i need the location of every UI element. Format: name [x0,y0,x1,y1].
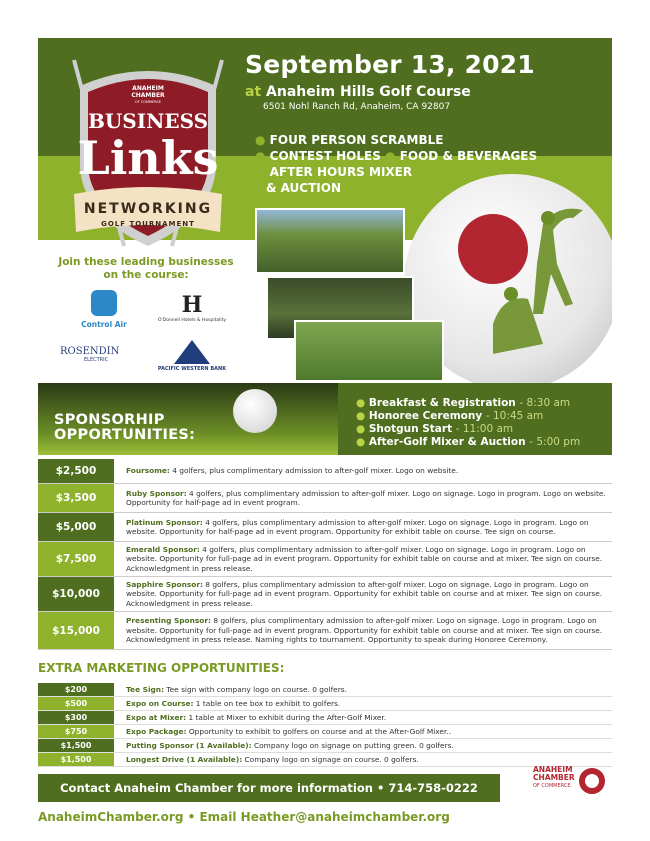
svg-text:Links: Links [77,131,219,185]
svg-text:CHAMBER: CHAMBER [131,92,165,99]
control-air-logo: Control Air [68,290,140,329]
feature-auction: & AUCTION [266,181,342,195]
rosendin-logo: ROSENDIN ELECTRIC [60,346,120,363]
footer-links[interactable]: AnaheimChamber.org • Email Heather@anaheimchamber.org [38,810,450,824]
feature-scramble: FOUR PERSON SCRAMBLE [269,133,444,147]
tier-price: $10,000 [38,577,114,611]
extras-title: EXTRA MARKETING OPPORTUNITIES: [38,661,285,675]
tier-desc: Presenting Sponsor: 8 golfers, plus complimentary admission to after-golf mixer. Logo on signage. Logo in program. Logo on website. Opportunity for full-page ad in event program. Opportunity for exhibit table on course and at mixer. Tee sign on course. Acknowledgment in press release. Naming rights to tournament. Opportunity to speak during Honoree Ceremony. [126,616,603,645]
extra-desc: Expo at Mixer: 1 table at Mixer to exhibit during the After-Golf Mixer. [126,713,387,722]
extra-row [38,725,612,739]
tier-price: $7,500 [38,542,114,576]
tier-desc: Emerald Sponsor: 4 golfers, plus complimentary admission to after-golf mixer. Logo on signage. Logo in program. Logo on website. Opportunity for full-page ad in event program. Opportunity for exhibit table on course and at mixer. Tee sign on course. Acknowledgment in press release. [126,544,603,573]
tier-desc: Foursome: 4 golfers, plus complimentary admission to after-golf mixer. Logo on website. [126,466,459,476]
join-text: Join these leading businesses on the course: [58,256,234,281]
extra-row [38,753,612,767]
extra-price: $500 [38,697,114,710]
tier-row [38,459,612,484]
event-features: ● FOUR PERSON SCRAMBLE ● CONTEST HOLES ● FOOD & BEVERAGES ● AFTER HOURS MIXER & AUCTION [255,133,538,195]
chamber-logo: ANAHEIM CHAMBER OF COMMERCE [533,766,613,790]
tier-row [38,542,612,577]
event-venue [245,84,471,100]
pacific-star-icon [174,340,210,364]
svg-text:GOLF TOURNAMENT: GOLF TOURNAMENT [101,220,195,228]
svg-text:BUSINESS: BUSINESS [87,109,209,133]
business-links-logo [64,56,232,256]
feature-food: FOOD & BEVERAGES [399,149,538,163]
feature-mixer: AFTER HOURS MIXER [269,165,413,179]
tier-price: $2,500 [38,459,114,483]
event-schedule [356,397,580,449]
schedule-item: ● Shotgun Start - 11:00 am [356,423,514,435]
tier-desc: Ruby Sponsor: 4 golfers, plus complimentary admission to after-golf mixer. Logo on signage. Logo in program. Logo on website. Opportunity for half-page ad in event program. [126,488,606,507]
extra-desc: Expo Package: Opportunity to exhibit to golfers on course and at the After-Golf Mixer.. [126,727,452,736]
extra-row [38,711,612,725]
extra-price: $750 [38,725,114,738]
extra-price: $200 [38,683,114,696]
contact-bar: Contact Anaheim Chamber for more information • 714-758-0222 [38,774,500,802]
extra-row [38,697,612,711]
svg-text:ANAHEIM: ANAHEIM [132,85,164,92]
tier-row [38,612,612,650]
extra-price: $300 [38,711,114,724]
pacific-western-logo: PACIFIC WESTERN BANK [152,340,232,372]
extra-row [38,739,612,753]
tier-row [38,513,612,542]
golfer-silhouette [473,204,603,374]
schedule-item: ● Honoree Ceremony - 10:45 am [356,410,544,422]
svg-text:NETWORKING: NETWORKING [83,201,213,217]
photo-group [255,208,405,274]
tier-desc: Platinum Sponsor: 4 golfers, plus complimentary admission to after-golf mixer. Logo on signage. Logo in program. Logo on website. Opportunity for half-page ad in event program. Opportunity for exhibit table on course. Tee sign on course. [126,517,589,536]
event-header [38,38,612,383]
sponsor-tiers [38,459,612,650]
feature-contest: CONTEST HOLES [269,149,381,163]
extras-list [38,683,612,767]
event-address: 6501 Nohl Ranch Rd, Anaheim, CA 92807 [263,102,451,112]
sponsorship-banner [38,383,612,455]
photo-foursome [294,320,444,382]
svg-text:OF COMMERCE: OF COMMERCE [134,100,162,104]
schedule-item: ● After-Golf Mixer & Auction - 5:00 pm [356,436,581,448]
tier-row [38,577,612,612]
extra-desc: Expo on Course: 1 table on tee box to exhibit to golfers. [126,699,341,708]
tier-price: $15,000 [38,612,114,649]
extra-desc: Tee Sign: Tee sign with company logo on course. 0 golfers. [126,685,347,694]
extra-desc: Longest Drive (1 Available): Company logo on signage on course. 0 golfers. [126,755,419,764]
chamber-ring-icon [579,768,605,794]
tier-desc: Sapphire Sponsor: 8 golfers, plus complimentary admission to after-golf mixer. Logo on signage. Logo in program. Logo on website. Opportunity for full-page ad in event program. Opportunity for exhibit table on course and at mixer. Tee sign on course. Acknowledgment in press release. [126,579,603,608]
extra-price: $1,500 [38,739,114,752]
tier-row [38,484,612,513]
extra-price: $1,500 [38,753,114,766]
control-air-icon [91,290,117,316]
extra-row [38,683,612,697]
tier-price: $5,000 [38,513,114,541]
sponsorship-title: SPONSORHIP OPPORTUNITIES: [54,412,196,443]
odonnell-logo: H O'Donnell Hotels & Hospitality [152,292,232,323]
banner-golf-ball [233,389,277,433]
partner-logos [60,290,235,380]
schedule-item: ● Breakfast & Registration - 8:30 am [356,397,571,409]
odonnell-icon: H [181,292,203,318]
extra-desc: Putting Sponsor (1 Available): Company logo on signage on putting green. 0 golfers. [126,741,454,750]
tier-price: $3,500 [38,484,114,512]
event-date: September 13, 2021 [245,50,535,79]
venue-at: at [245,84,262,100]
venue-name: Anaheim Hills Golf Course [266,84,471,100]
